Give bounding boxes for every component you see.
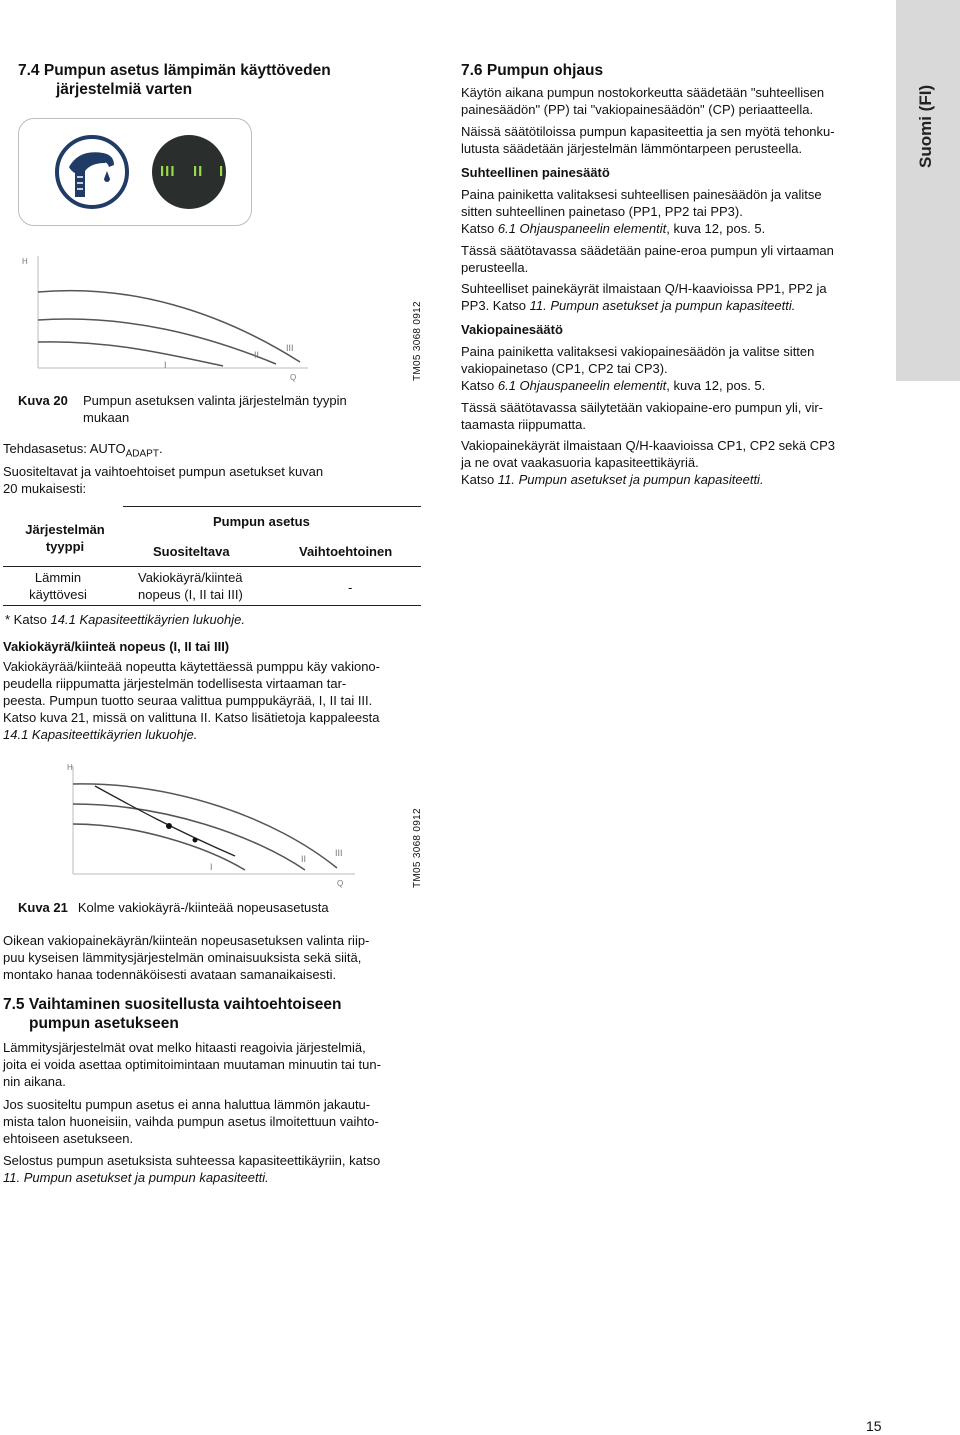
cp-para1: Paina painiketta valitaksesi vakiopainesäädön ja valitse sitten vakiopainetaso (CP1, CP2 tai CP3). Katso 6.1 Ohjauspaneelin elementit, kuva 12, pos. 5. [461, 344, 815, 393]
axis-h-label: H [22, 257, 28, 266]
curve-label-i: I [210, 862, 213, 872]
table-cell-alternative: - [348, 580, 353, 595]
pp-para3: Suhteelliset painekäyrät ilmaistaan Q/H-kaavioissa PP1, PP2 ja PP3. Katso 11. Pumpun asetukset ja pumpun kapasiteetti. [461, 281, 827, 313]
pump-setting-table [3, 506, 421, 602]
cp-heading: Vakiopainesäätö [461, 322, 563, 337]
axis-h-label: H [67, 763, 73, 772]
section-7-6-intro2: Näissä säätötiloissa pumpun kapasiteettia ja sen myötä tehonku- lutusta säädetään järjestelmän lämmöntarpeen perusteella. [461, 124, 835, 156]
curve-iii [38, 291, 300, 362]
axis-q-label: Q [337, 879, 344, 888]
curve-i [73, 824, 245, 870]
curve-i [38, 342, 223, 366]
tm-code-fig21: TM05 3068 0912 [412, 808, 423, 888]
table-cell-recommended: Vakiokäyrä/kiinteä nopeus (I, II tai III) [138, 570, 243, 602]
constant-curve-text: Vakiokäyrää/kiinteää nopeutta käytettäessä pumppu käy vakiono- peudella riippumatta järjestelmän todellisesta virtaaman tar- peesta. Pumpun tuotto seuraa valittua pumppukäyrää, I, II tai III. Katso kuva 21, missä on valittuna II. Katso lisätietoja kappaleesta 14.1 Kapasiteettikäyrien lukuohje. [3, 659, 380, 742]
figure-20-caption: Kuva 20 Pumpun asetuksen valinta järjestelmän tyypin mukaan [18, 393, 347, 425]
pp-heading: Suhteellinen painesäätö [461, 165, 610, 180]
language-tab-label: Suomi (FI) [916, 84, 935, 168]
operating-point [193, 838, 198, 843]
figure-20-diagram [18, 250, 318, 385]
constant-curve-heading: Vakiokäyrä/kiinteä nopeus (I, II tai III) [3, 639, 230, 654]
speed-indicator-iii: III [160, 163, 176, 180]
section-7-4-title: 7.4 Pumpun asetus lämpimän käyttöveden järjestelmiä varten [18, 62, 331, 98]
operating-point [166, 823, 172, 829]
control-panel-illustration [18, 118, 252, 226]
curve-label-iii: III [286, 343, 294, 353]
section-7-5-para3: Selostus pumpun asetuksista suhteessa kapasiteettikäyriin, katso 11. Pumpun asetukset ja pumpun kapasiteetti. [3, 1153, 381, 1185]
speed-indicator-ii: II [193, 163, 204, 180]
tap-water-icon [57, 137, 127, 207]
cp-para2: Tässä säätötavassa säilytetään vakiopaine-ero pumpun yli, vir- taamasta riippumatta. [461, 400, 824, 432]
correct-setting-text: Oikean vakiopainekäyrän/kiinteän nopeusasetuksen valinta riip- puu kyseisen lämmitysjärjestelmän ominaisuuksista sekä siitä, montako hanaa todennäköisesti avataan samanaikaisesti. [3, 933, 370, 982]
curve-ii [38, 319, 276, 364]
curve-ii [73, 804, 305, 870]
pp-para2: Tässä säätötavassa säädetään paine-eroa pumpun yli virtaaman perusteella. [461, 243, 834, 275]
table-header-recommended: Suositeltava [153, 544, 230, 559]
system-curve [95, 786, 235, 856]
section-7-6-intro: Käytön aikana pumpun nostokorkeutta säädetään "suhteellisen painesäädön" (PP) tai "vakiopainesäädön" (CP) periaatteella. [461, 85, 825, 117]
factory-setting-text: Tehdasasetus: $AUTO_{ADAPT}$. Suositeltavat ja vaihtoehtoiset pumpun asetukset kuvan 20 mukaisesti: [3, 441, 324, 496]
language-tab [896, 0, 960, 381]
tm-code-fig20: TM05 3068 0912 [412, 301, 423, 381]
curve-label-ii: II [254, 350, 260, 360]
section-7-5-para2: Jos suositeltu pumpun asetus ei anna haluttua lämmön jakautu- mista talon huoneisiin, vaihda pumpun asetus ilmoitettuun vaihto- ehtoiseen asetukseen. [3, 1097, 379, 1146]
cp-para3: Vakiopainekäyrät ilmaistaan Q/H-kaavioissa CP1, CP2 sekä CP3 ja ne ovat vaakasuoria kapasiteettikäyriä. Katso 11. Pumpun asetukset ja pumpun kapasiteetti. [461, 438, 836, 487]
figure-21-caption: Kuva 21 Kolme vakiokäyrä-/kiinteää nopeusasetusta [18, 900, 329, 915]
table-cell-type: Lämmin käyttövesi [29, 570, 87, 602]
section-7-5-title: 7.5 Vaihtaminen suositellusta vaihtoehtoiseen pumpun asetukseen [3, 996, 342, 1032]
pp-para1: Paina painiketta valitaksesi suhteellisen painesäädön ja valitse sitten suhteellinen painetaso (PP1, PP2 tai PP3). Katso 6.1 Ohjauspaneelin elementit, kuva 12, pos. 5. [461, 187, 822, 236]
curve-label-i: I [164, 360, 167, 370]
curve-label-iii: III [335, 848, 343, 858]
table-header-system-type: Järjestelmän tyyppi [25, 522, 105, 554]
section-7-6-title: 7.6 Pumpun ohjaus [461, 62, 604, 79]
table-footnote: * Katso 14.1 Kapasiteettikäyrien lukuohje. [5, 612, 245, 627]
page-number: 15 [866, 1418, 882, 1434]
figure-21-diagram [55, 758, 365, 890]
axis-q-label: Q [290, 373, 297, 382]
curve-label-ii: II [301, 854, 307, 864]
section-7-5-para1: Lämmitysjärjestelmät ovat melko hitaasti reagoivia järjestelmiä, joita ei voida asettaa optimitoimintaan muutaman minuutin tai tun- nin aikana. [3, 1040, 381, 1089]
table-header-alternative: Vaihtoehtoinen [299, 544, 393, 559]
speed-indicator-i: I [219, 163, 224, 180]
table-header-pump-setting: Pumpun asetus [213, 514, 310, 529]
